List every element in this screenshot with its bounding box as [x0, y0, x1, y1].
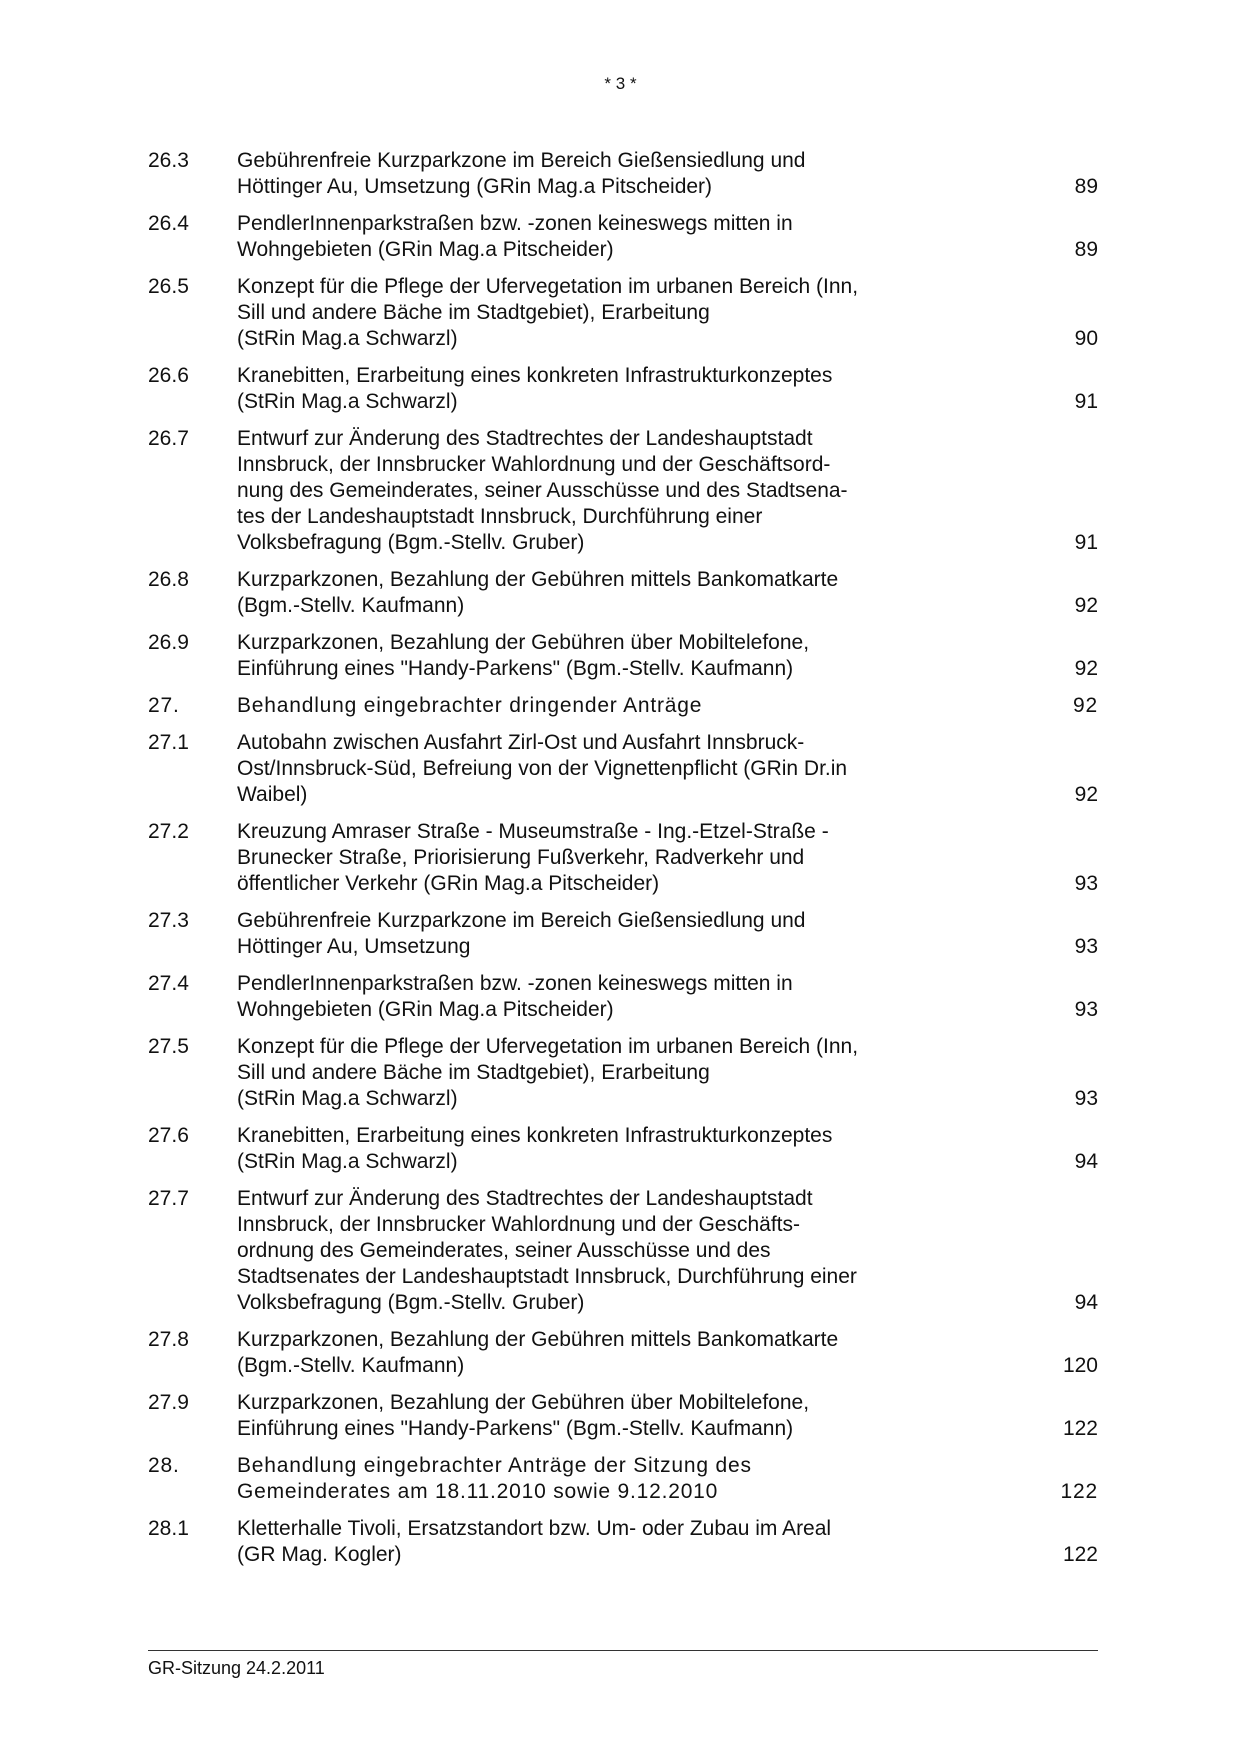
toc-entry-page: 93	[1074, 935, 1098, 958]
toc-entry-page: 92	[1074, 783, 1098, 806]
page-number: * 3 *	[604, 74, 637, 93]
toc-entry-number: 27.4	[148, 972, 189, 995]
toc-entry	[148, 630, 1098, 682]
toc-entry-number: 27.9	[148, 1391, 189, 1414]
toc-entry-page: 122	[1062, 1417, 1098, 1440]
toc-entry-number: 28.1	[148, 1517, 189, 1540]
toc-entry-title: Gebührenfreie Kurzparkzone im Bereich Gießensiedlung und Höttinger Au, Umsetzung	[237, 909, 806, 958]
toc-entry	[148, 971, 1098, 1023]
toc-entry-page: 120	[1062, 1354, 1098, 1377]
toc-entry	[148, 363, 1098, 415]
toc-entry	[148, 426, 1098, 556]
toc-entry-number: 27.8	[148, 1328, 189, 1351]
toc-entry-title: Kranebitten, Erarbeitung eines konkreten Infrastrukturkonzeptes (StRin Mag.a Schwarzl)	[237, 364, 833, 413]
toc-entry-title: Kletterhalle Tivoli, Ersatzstandort bzw. Um- oder Zubau im Areal (GR Mag. Kogler)	[237, 1517, 832, 1566]
toc-entry-title: Kurzparkzonen, Bezahlung der Gebühren über Mobiltelefone, Einführung eines "Handy-Parkens" (Bgm.-Stellv. Kaufmann)	[237, 1391, 810, 1440]
toc-entry-number: 27.3	[148, 909, 189, 932]
toc-entry-number: 27.	[148, 694, 180, 717]
toc-entry-title: Entwurf zur Änderung des Stadtrechtes der Landeshauptstadt Innsbruck, der Innsbrucker Wahlordnung und der Geschäftsord- nung des Gemeinderates, seiner Ausschüsse und des Stadtsena- tes der Landeshauptstadt Innsbruck, Durchführung einer Volksbefragung (Bgm.-Stellv. Gruber)	[237, 427, 848, 554]
toc-entry	[148, 1186, 1098, 1316]
toc-entry-title: Behandlung eingebrachter dringender Anträge	[237, 694, 703, 717]
toc-entry-number: 26.8	[148, 568, 189, 591]
toc-entry	[148, 1123, 1098, 1175]
toc-entry-number: 28.	[148, 1454, 180, 1477]
toc-entry	[148, 819, 1098, 897]
toc-entry-title: Entwurf zur Änderung des Stadtrechtes der Landeshauptstadt Innsbruck, der Innsbrucker Wahlordnung und der Geschäfts- ordnung des Gemeinderates, seiner Ausschüsse und des Stadtsenates der Landeshauptstadt Innsbruck, Durchführung einer Volksbefragung (Bgm.-Stellv. Gruber)	[237, 1187, 857, 1314]
table-of-contents	[148, 148, 1098, 1579]
toc-entry-page: 94	[1074, 1291, 1098, 1314]
toc-entry-page: 93	[1074, 1087, 1098, 1110]
toc-section-heading	[148, 1453, 1098, 1505]
footer-divider	[148, 1650, 1098, 1651]
toc-entry-page: 91	[1074, 390, 1098, 413]
toc-entry-page: 89	[1074, 175, 1098, 198]
toc-entry-number: 26.6	[148, 364, 189, 387]
toc-entry	[148, 730, 1098, 808]
toc-entry-number: 26.4	[148, 212, 189, 235]
toc-entry	[148, 1390, 1098, 1442]
toc-entry-title: Kurzparkzonen, Bezahlung der Gebühren mittels Bankomatkarte (Bgm.-Stellv. Kaufmann)	[237, 1328, 839, 1377]
toc-section-heading	[148, 693, 1098, 719]
toc-entry-title: PendlerInnenparkstraßen bzw. -zonen keineswegs mitten in Wohngebieten (GRin Mag.a Pitscheider)	[237, 972, 793, 1021]
toc-entry-title: Kurzparkzonen, Bezahlung der Gebühren mittels Bankomatkarte (Bgm.-Stellv. Kaufmann)	[237, 568, 839, 617]
toc-entry-page: 122	[1062, 1543, 1098, 1566]
toc-entry-title: Kranebitten, Erarbeitung eines konkreten Infrastrukturkonzeptes (StRin Mag.a Schwarzl)	[237, 1124, 833, 1173]
toc-entry-page: 93	[1074, 998, 1098, 1021]
toc-entry-number: 26.7	[148, 427, 189, 450]
toc-entry	[148, 211, 1098, 263]
toc-entry-title: Kurzparkzonen, Bezahlung der Gebühren über Mobiltelefone, Einführung eines "Handy-Parkens" (Bgm.-Stellv. Kaufmann)	[237, 631, 810, 680]
toc-entry-page: 92	[1073, 694, 1098, 717]
toc-entry-number: 27.1	[148, 731, 189, 754]
toc-entry	[148, 567, 1098, 619]
toc-entry-page: 93	[1074, 872, 1098, 895]
toc-entry-number: 27.6	[148, 1124, 189, 1147]
toc-entry	[148, 1034, 1098, 1112]
toc-entry	[148, 274, 1098, 352]
toc-entry-title: Konzept für die Pflege der Ufervegetation im urbanen Bereich (Inn, Sill und andere Bäche im Stadtgebiet), Erarbeitung (StRin Mag.a Schwarzl)	[237, 1035, 859, 1110]
footer-session-date: GR-Sitzung 24.2.2011	[148, 1658, 325, 1678]
toc-entry-number: 26.9	[148, 631, 189, 654]
toc-entry-page: 91	[1074, 531, 1098, 554]
toc-entry	[148, 148, 1098, 200]
toc-entry-title: Kreuzung Amraser Straße - Museumstraße - Ing.-Etzel-Straße - Brunecker Straße, Priorisierung Fußverkehr, Radverkehr und öffentlicher Verkehr (GRin Mag.a Pitscheider)	[237, 820, 829, 895]
toc-entry-title: PendlerInnenparkstraßen bzw. -zonen keineswegs mitten in Wohngebieten (GRin Mag.a Pitscheider)	[237, 212, 793, 261]
toc-entry-page: 92	[1074, 657, 1098, 680]
toc-entry-number: 26.5	[148, 275, 189, 298]
toc-entry-title: Behandlung eingebrachter Anträge der Sitzung des Gemeinderates am 18.11.2010 sowie 9.12.2010	[237, 1454, 752, 1503]
toc-entry-page: 90	[1074, 327, 1098, 350]
toc-entry-number: 26.3	[148, 149, 189, 172]
toc-entry	[148, 1516, 1098, 1568]
toc-entry-number: 27.2	[148, 820, 189, 843]
toc-entry-page: 94	[1074, 1150, 1098, 1173]
toc-entry-title: Gebührenfreie Kurzparkzone im Bereich Gießensiedlung und Höttinger Au, Umsetzung (GRin Mag.a Pitscheider)	[237, 149, 806, 198]
toc-entry-number: 27.5	[148, 1035, 189, 1058]
toc-entry-title: Autobahn zwischen Ausfahrt Zirl-Ost und Ausfahrt Innsbruck- Ost/Innsbruck-Süd, Befreiung von der Vignettenpflicht (GRin Dr.in Waibel)	[237, 731, 848, 806]
toc-entry-page: 122	[1060, 1480, 1098, 1503]
toc-entry-page: 89	[1074, 238, 1098, 261]
toc-entry-number: 27.7	[148, 1187, 189, 1210]
toc-entry-title: Konzept für die Pflege der Ufervegetation im urbanen Bereich (Inn, Sill und andere Bäche im Stadtgebiet), Erarbeitung (StRin Mag.a Schwarzl)	[237, 275, 859, 350]
toc-entry	[148, 908, 1098, 960]
toc-entry	[148, 1327, 1098, 1379]
toc-entry-page: 92	[1074, 594, 1098, 617]
